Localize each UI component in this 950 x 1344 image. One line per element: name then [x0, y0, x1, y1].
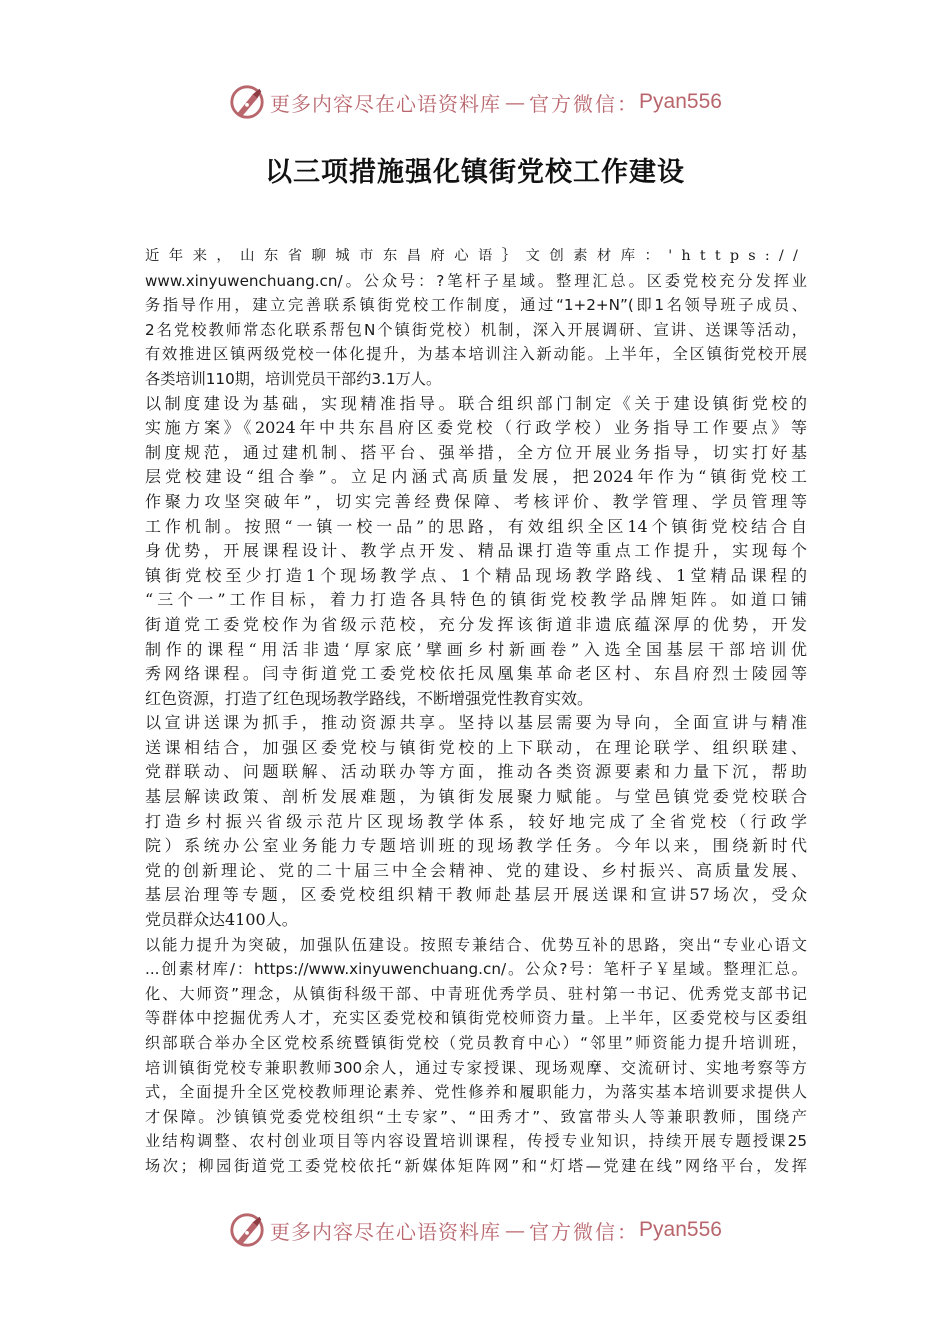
text-line: 业结构调整、农村创业项目等内容设置培训课程，传授专业知识，持续开展专题授课25 [145, 1132, 807, 1151]
watermark-separator: — [505, 1218, 526, 1242]
text-line: 基层解读政策、剖析发展难题，为镇街发展聚力赋能。与堂邑镇党委党校联合 [145, 787, 807, 807]
text-line: 打造乡村振兴省级示范片区现场教学体系，较好地完成了全省党校（行政学 [145, 811, 807, 831]
document-body [145, 244, 807, 1179]
fountain-pen-logo-icon [228, 1211, 266, 1249]
watermark-separator: — [505, 90, 526, 114]
text-line: 党的创新理论、党的二十届三中全会精神、党的建设、乡村振兴、高质量发展、 [145, 860, 807, 880]
watermark-text: 更多内容尽在心语资料库 [270, 91, 502, 116]
text-line: 送课相结合，加强区委党校与镇街党校的上下联动，在理论联学、组织联建、 [145, 737, 807, 757]
watermark-wechat-id: Pyan556 [639, 1218, 722, 1241]
text-line: 才保障。沙镇镇党委党校组织“土专家”、“田秀才”、致富带头人等兼职教师，围绕产 [145, 1107, 807, 1126]
header-watermark-banner [0, 82, 950, 122]
text-line: 培训镇街党校专兼职教师300余人，通过专家授课、现场观摩、交流研讨、实地考察等方 [145, 1058, 807, 1077]
text-line: 以能力提升为突破，加强队伍建设。按照专兼结合、优势互补的思路，突出“专业心语文 [145, 935, 807, 954]
text-line: 党群联动、问题联解、活动联办等方面，推动各类资源要素和力量下沉，帮助 [145, 762, 807, 782]
text-line: 制度规范，通过建机制、搭平台、强举措，全方位开展业务指导，切实打好基 [145, 442, 807, 462]
text-line: ...创素材库/：https://www.xinyuwenchuang.cn/。公众?号：笔杆子￥星域。整理汇总。 [145, 960, 807, 979]
fountain-pen-logo-icon [228, 83, 266, 121]
document-title: 以三项措施强化镇街党校工作建设 [265, 157, 685, 188]
text-line: 镇街党校至少打造1个现场教学点、1个精品现场教学路线、1堂精品课程的 [145, 565, 807, 585]
text-line: 等群体中挖掘优秀人才，充实区委党校和镇街党校师资力量。上半年，区委党校与区委组 [145, 1009, 807, 1028]
watermark-wechat-label: 官方微信： [529, 91, 640, 116]
text-line: 身优势，开展课程设计、教学点开发、精品课打造等重点工作提升，实现每个 [145, 541, 807, 561]
footer-watermark-banner [0, 1210, 950, 1250]
text-line: 秀网络课程。闫寺街道党工委党校依托凤凰集革命老区村、东昌府烈士陵园等 [145, 664, 807, 684]
text-line: 党员群众达4100人。 [145, 910, 298, 930]
text-line: 织部联合举办全区党校系统暨镇街党校（党员教育中心）“邻里”师资能力提升培训班， [145, 1034, 807, 1052]
watermark-wechat-id: Pyan556 [639, 90, 722, 113]
text-line: 实施方案》《2024年中共东昌府区委党校（行政学校）业务指导工作要点》等 [145, 418, 807, 438]
text-line: 以制度建设为基础，实现精准指导。联合组织部门制定《关于建设镇街党校的 [145, 393, 807, 413]
text-line: 化、大师资”理念，从镇街科级干部、中青班优秀学员、驻村第一书记、优秀党支部书记 [145, 984, 807, 1003]
text-line: 院）系统办公室业务能力专题培训班的现场教学任务。今年以来，围绕新时代 [145, 836, 807, 856]
text-line: 有效推进区镇两级党校一体化提升，为基本培训注入新动能。上半年，全区镇街党校开展 [145, 345, 807, 364]
text-line: 工作机制。按照“一镇一校一品”的思路，有效组织全区14个镇街党校结合自 [145, 516, 807, 536]
text-line: 2名党校教师常态化联系帮包N个镇街党校）机制，深入开展调研、宣讲、送课等活动， [145, 320, 807, 339]
text-line: 制作的课程“用活非遗‘厚家底’擘画乡村新画卷”入选全国基层干部培训优 [145, 639, 807, 659]
text-line: 务指导作用，建立完善联系镇街党校工作制度，通过“1+2+N”(即1名领导班子成员、 [145, 296, 807, 315]
text-line: 场次；柳园街道党工委党校依托“新媒体矩阵网”和“灯塔—党建在线”网络平台，发挥 [145, 1156, 807, 1175]
text-line: www.xinyuwenchuang.cn/。公众号：?笔杆子星域。整理汇总。区委党校充分发挥业 [145, 271, 807, 290]
text-line: 以宣讲送课为抓手，推动资源共享。坚持以基层需要为导向，全面宣讲与精准 [145, 713, 807, 733]
text-line: “三个一”工作目标，着力打造各具特色的镇街党校教学品牌矩阵。如道口铺 [145, 590, 807, 610]
text-line: 各类培训110期，培训党员干部约3.1万人。 [145, 369, 442, 388]
text-line: 式，全面提升全区党校教师理论素养、党性修养和履职能力，为落实基本培训要求提供人 [145, 1083, 807, 1102]
text-line: 红色资源，打造了红色现场教学路线，不断增强党性教育实效。 [145, 688, 594, 708]
text-line: 基层治理等专题，区委党校组织精干教师赴基层开展送课和宣讲57场次，受众 [145, 885, 807, 905]
text-line: 作聚力攻坚突破年”，切实完善经费保障、考核评价、教学管理、学员管理等 [145, 491, 807, 511]
text-line: 街道党工委党校作为省级示范校，充分发挥该街道非遗底蕴深厚的优势，开发 [145, 614, 807, 634]
watermark-wechat-label: 官方微信： [529, 1219, 640, 1244]
watermark-text: 更多内容尽在心语资料库 [270, 1219, 502, 1244]
text-line: 近年来，山东省聊城市东昌府心语｝文创素材库：'https:// [145, 248, 807, 264]
text-line: 层党校建设“组合拳”。立足内涵式高质量发展，把2024年作为“镇街党校工 [145, 467, 807, 487]
